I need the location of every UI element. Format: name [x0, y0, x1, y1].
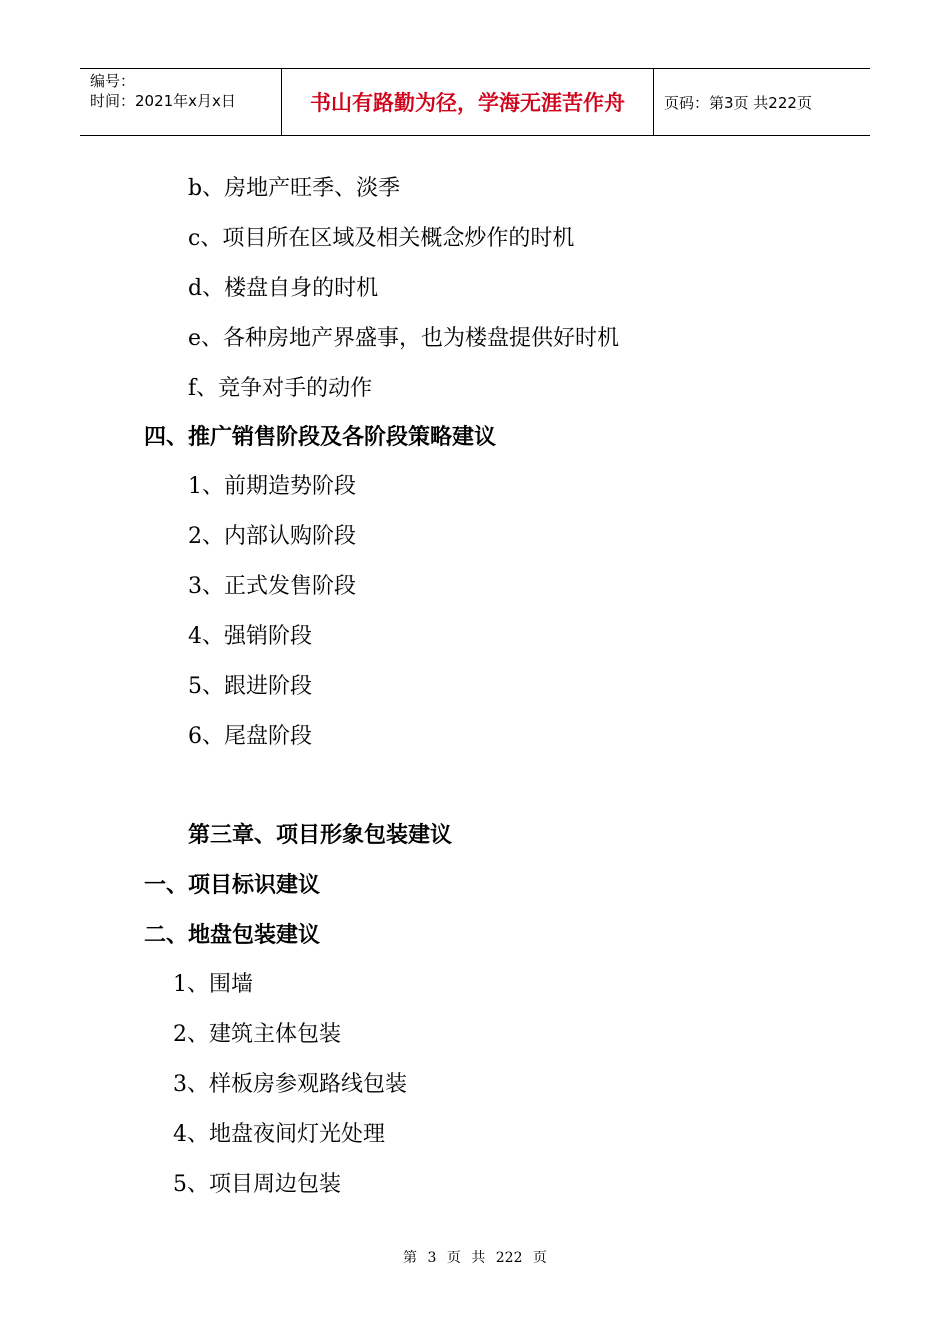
item-f: f、竞争对手的动作 [188, 376, 373, 401]
package-item-2: 2、建筑主体包装 [173, 1022, 341, 1047]
section-heading-2: 二、地盘包装建议 [144, 923, 321, 948]
header-meta [80, 69, 282, 135]
time-label: 时间：2021年x月x日 [90, 92, 236, 110]
stage-1: 1、前期造势阶段 [188, 474, 356, 499]
stage-6: 6、尾盘阶段 [188, 724, 312, 749]
page-header [80, 68, 870, 136]
stage-4: 4、强销阶段 [188, 624, 312, 649]
package-item-1: 1、围墙 [173, 972, 253, 997]
page-footer: 第 3 页 共 222 页 [403, 1250, 547, 1266]
stage-5: 5、跟进阶段 [188, 674, 312, 699]
header-motto: 书山有路勤为径，学海无涯苦作舟 [282, 69, 654, 135]
package-item-5: 5、项目周边包装 [173, 1172, 341, 1197]
section-heading-4: 四、推广销售阶段及各阶段策略建议 [144, 425, 497, 450]
number-label: 编号： [90, 72, 136, 90]
section-heading-1: 一、项目标识建议 [144, 873, 321, 898]
chapter-heading-3: 第三章、项目形象包装建议 [188, 823, 453, 848]
item-e: e、各种房地产界盛事，也为楼盘提供好时机 [188, 326, 620, 351]
package-item-3: 3、样板房参观路线包装 [173, 1072, 407, 1097]
stage-3: 3、正式发售阶段 [188, 574, 356, 599]
item-d: d、楼盘自身的时机 [188, 276, 379, 301]
item-b: b、房地产旺季、淡季 [188, 176, 401, 201]
item-c: c、项目所在区域及相关概念炒作的时机 [188, 226, 575, 251]
header-page-info: 页码：第3页 共222页 [664, 93, 812, 112]
stage-2: 2、内部认购阶段 [188, 524, 356, 549]
package-item-4: 4、地盘夜间灯光处理 [173, 1122, 385, 1147]
